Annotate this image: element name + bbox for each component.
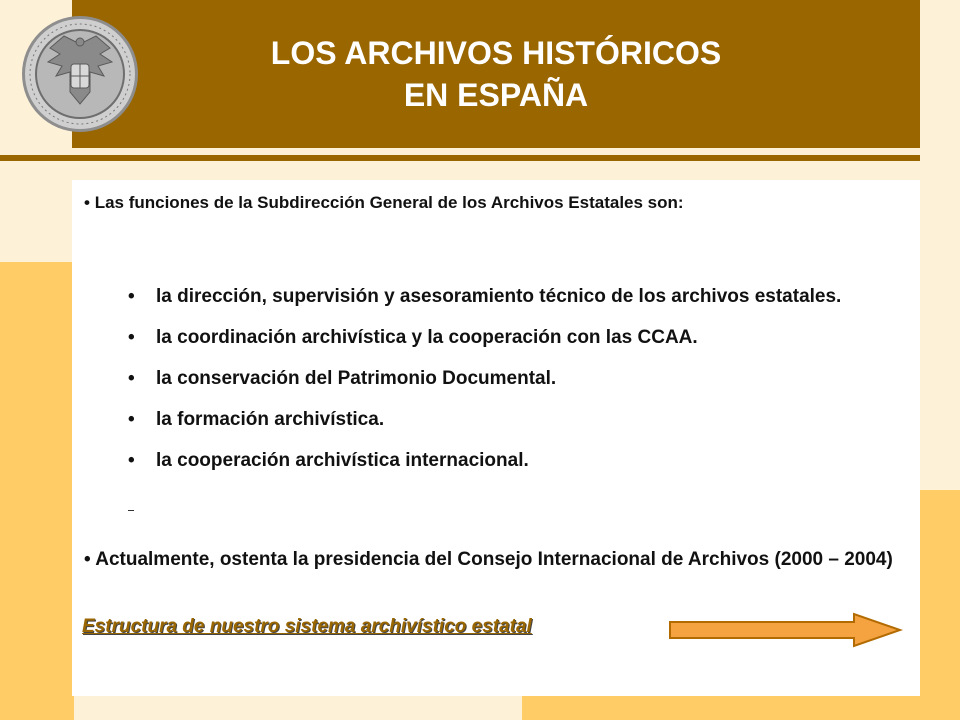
title-line-1: LOS ARCHIVOS HISTÓRICOS <box>270 35 722 71</box>
decor-block-bottom <box>522 696 960 720</box>
note-paragraph <box>84 546 910 574</box>
arrow-right-icon[interactable] <box>668 612 904 648</box>
bullet-glyph: • <box>128 286 135 307</box>
bullet-glyph: • <box>128 368 135 389</box>
bullet-glyph: • <box>128 327 135 348</box>
structure-link[interactable]: Estructura de nuestro sistema archivístico estatal <box>82 616 532 637</box>
intro-paragraph <box>84 190 910 215</box>
functions-list <box>128 282 908 487</box>
list-item-text: la dirección, supervisión y asesoramiento técnico de los archivos estatales. <box>156 286 842 307</box>
intro-text: Las funciones de la Subdirección General de los Archivos Estatales son: <box>94 193 684 212</box>
list-item-text: la cooperación archivística internacional. <box>156 450 529 471</box>
bullet-glyph: • <box>84 549 96 570</box>
note-text: Actualmente, ostenta la presidencia del Consejo Internacional de Archivos (2000 – 2004) <box>95 549 893 570</box>
title-line-2: EN ESPAÑA <box>403 77 589 113</box>
bullet-glyph: • <box>84 193 95 212</box>
list-item <box>128 282 908 312</box>
list-item <box>128 364 908 394</box>
list-item <box>128 323 908 353</box>
header-divider <box>0 155 920 161</box>
list-item-text: la coordinación archivística y la cooperación con las CCAA. <box>156 327 698 348</box>
list-item-text: la formación archivística. <box>156 409 385 430</box>
bullet-glyph: • <box>128 409 135 430</box>
coat-of-arms-seal-icon <box>20 14 140 134</box>
content-panel <box>72 180 920 696</box>
list-item-text: la conservación del Patrimonio Documental. <box>156 368 557 389</box>
decor-block-left <box>0 262 74 720</box>
list-item <box>128 446 908 476</box>
empty-bullet-dash <box>128 510 134 511</box>
bullet-glyph: • <box>128 450 135 471</box>
decor-block-right <box>918 490 960 720</box>
title-banner <box>72 0 920 148</box>
list-item <box>128 405 908 435</box>
